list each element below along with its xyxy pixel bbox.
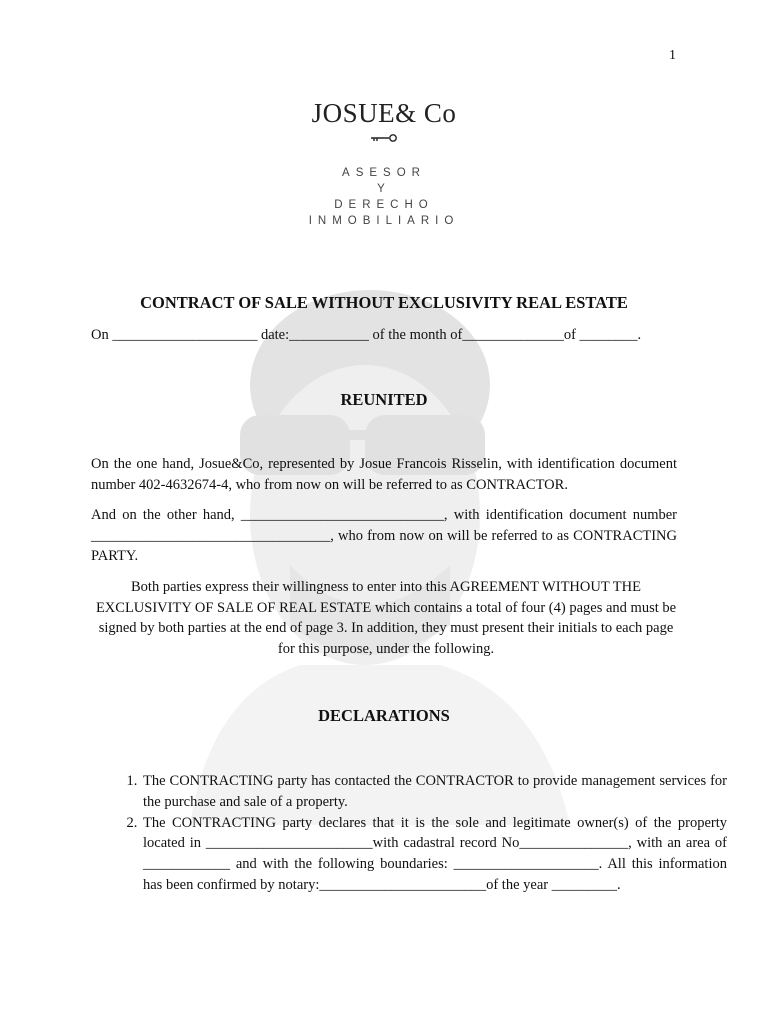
logo-tagline-line: Y [377, 183, 391, 195]
declarations-list [91, 771, 727, 896]
logo-tagline [0, 165, 768, 229]
paragraph-party-one: On the one hand, Josue&Co, represented by Josue Francois Risselin, with identification document number 402-4632674-4, who from now on will be referred to as CONTRACTOR. [91, 456, 677, 493]
paragraph-party-two: And on the other hand, ____________________________, with identification document number _________________________________, who from now on will be referred to as CONTRACTING PARTY. [91, 507, 677, 564]
logo-tagline-line: ASESOR [342, 167, 426, 179]
document-title: CONTRACT OF SALE WITHOUT EXCLUSIVITY REAL ESTATE [140, 293, 628, 312]
section-heading-declarations: DECLARATIONS [318, 706, 450, 725]
list-item: 2. The CONTRACTING party declares that it is the sole and legitimate owner(s) of the property located in _______________________with cadastral record No_______________, with an area of ____________ and with the following boundaries: ____________________. All this information has been confirmed by notary:_______________________of the year _________. [141, 813, 727, 896]
logo-tagline-line: DERECHO [334, 199, 434, 211]
page-number: 1 [669, 48, 676, 63]
company-logo [0, 98, 768, 229]
paragraph-agreement: Both parties express their willingness to enter into this AGREEMENT WITHOUT THE EXCLUSIVITY OF SALE OF REAL ESTATE which contains a total of four (4) pages and must be signed by both parties at the end of page 3. In addition, they must present their initials to each page for this purpose, under the following. [95, 579, 677, 657]
section-heading-reunited: REUNITED [340, 390, 428, 409]
key-icon [369, 133, 399, 143]
list-item: 1. The CONTRACTING party has contacted the CONTRACTOR to provide management services for the purchase and sale of a property. [141, 771, 727, 813]
date-line: On ____________________ date:___________ of the month of______________of ________. [91, 327, 642, 343]
logo-name: JOSUE& Co [311, 98, 457, 128]
logo-tagline-line: INMOBILIARIO [308, 215, 460, 227]
